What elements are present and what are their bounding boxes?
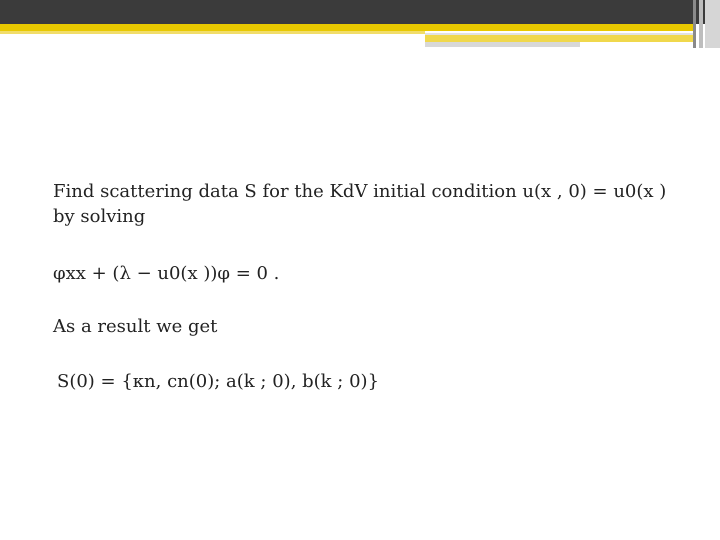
- top-band: [0, 0, 720, 24]
- decor-stripe: [693, 0, 696, 48]
- accent-gray-line: [425, 42, 580, 47]
- result-intro: As a result we get: [53, 316, 218, 337]
- decor-stripe: [705, 0, 720, 48]
- problem-statement: Find scattering data S for the KdV initial condition u(x , 0) = u0(x ) by solving: [53, 181, 667, 227]
- accent-line: [0, 31, 425, 34]
- scattering-data-result: S(0) = {κn, cn(0); a(k ; 0), b(k ; 0)}: [57, 371, 380, 392]
- decor-stripe: [699, 0, 703, 48]
- accent-line: [425, 35, 693, 42]
- accent-line: [0, 24, 693, 31]
- equation: φxx + (λ − u0(x ))φ = 0 .: [53, 263, 280, 284]
